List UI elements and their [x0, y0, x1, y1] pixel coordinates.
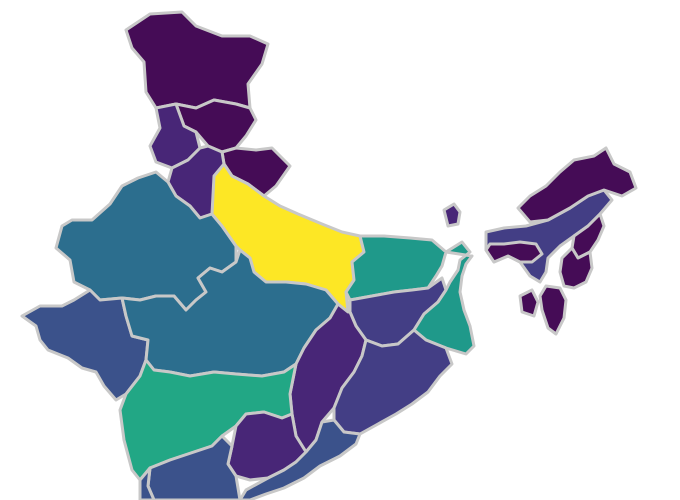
region-tripura[interactable] [520, 290, 538, 316]
region-meghalaya[interactable] [486, 242, 542, 262]
region-sikkim[interactable] [444, 204, 460, 226]
region-mizoram[interactable] [540, 286, 566, 334]
region-jammu-kashmir[interactable] [126, 12, 268, 108]
region-manipur[interactable] [560, 248, 592, 288]
